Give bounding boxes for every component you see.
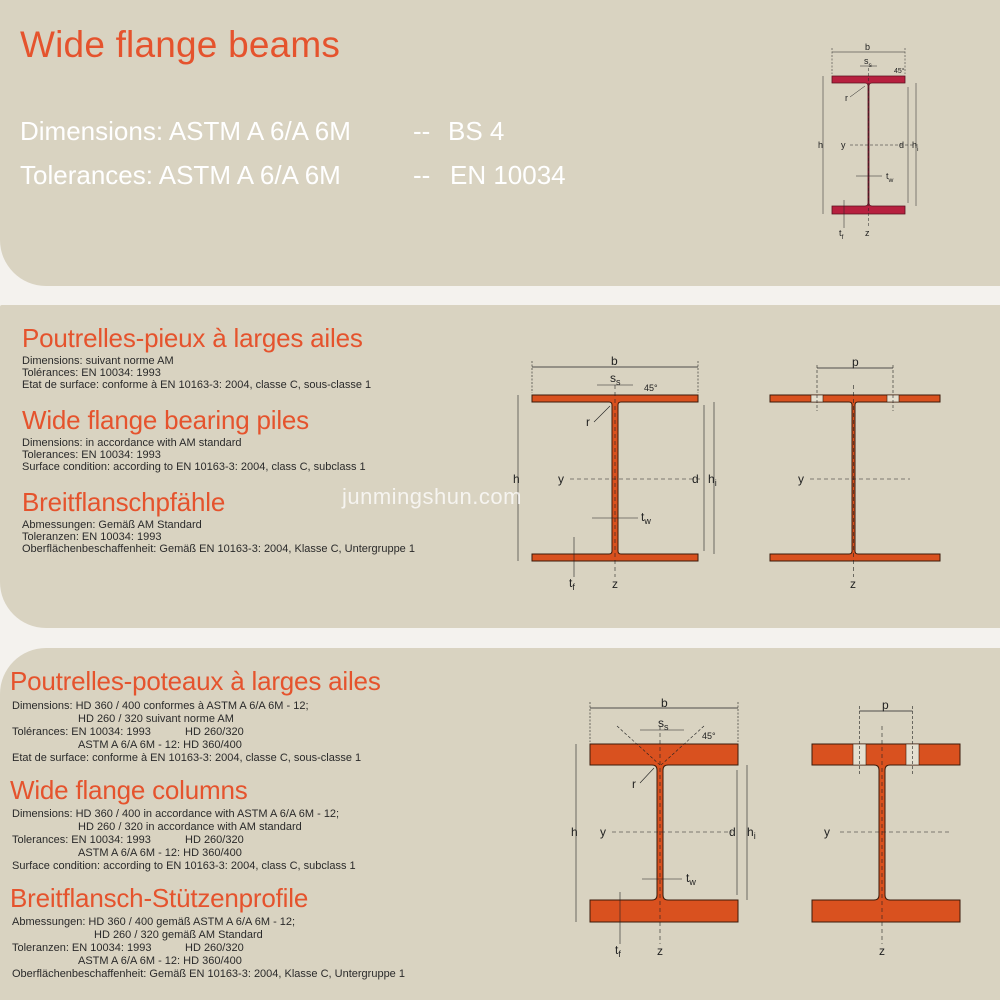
columns-en-line-4: HD 260/320 (185, 834, 244, 846)
columns-fr-line-6: Etat de surface: conforme à EN 10163-3: 2004, classe C, sous-classe 1 (12, 752, 362, 764)
pile-label-hi: $h_i$ (708, 472, 717, 488)
pile-label-h: h (513, 472, 520, 486)
pile-label-z: z (612, 577, 618, 591)
column-label-h: h (571, 825, 578, 839)
dimensions-separator: -- (413, 116, 431, 146)
column-label-d: d (729, 825, 736, 839)
columns-title-en: Wide flange columns (10, 775, 248, 805)
columns-de-line-6: Oberflächenbeschaffenheit: Gemäß EN 10163-3: 2004, Klasse C, Untergruppe 1 (12, 968, 405, 980)
label-b: b (865, 42, 871, 52)
column-label-z: z (657, 944, 663, 958)
columns-en-line-3: Tolerances: EN 10034: 1993 (12, 834, 151, 846)
columns-de-line-2: HD 260 / 320 gemäß AM Standard (94, 929, 263, 941)
pitch-label-p: p (852, 355, 859, 369)
piles-title-de: Breitflanschpfähle (22, 487, 226, 517)
columns-de-line-3: Toleranzen: EN 10034: 1993 (12, 942, 152, 954)
columns-fr-line-4: HD 260/320 (185, 726, 244, 738)
column-label-tf: $t_f$ (615, 943, 621, 959)
column-label-ss: $s_s$ (658, 716, 669, 732)
piles-fr-line-1: Dimensions: suivant norme AM (22, 355, 174, 367)
pile-label-r: r (586, 415, 590, 429)
label-tw: $t_w$ (886, 171, 894, 184)
column-pitch-label-p: p (882, 698, 889, 712)
column-pitch-label-y: y (824, 825, 830, 839)
label-tf: $t_f$ (839, 228, 844, 241)
pitch-label-y: y (798, 472, 804, 486)
pitch-label-z: z (850, 577, 856, 591)
tolerances-label: Tolerances: ASTM A 6/A 6M (20, 160, 341, 190)
column-label-angle: 45° (702, 731, 716, 741)
label-y: y (841, 140, 846, 150)
pile-label-tw: $t_w$ (641, 510, 651, 526)
columns-title-fr: Poutrelles-poteaux à larges ailes (10, 666, 381, 696)
columns-fr-line-3: Tolérances: EN 10034: 1993 (12, 726, 151, 738)
label-r: r (845, 93, 848, 103)
wide-flange-beam-diagram (808, 40, 928, 245)
label-h: h (818, 140, 824, 150)
label-hi: $h_i$ (912, 140, 919, 153)
pile-label-angle: 45° (644, 383, 658, 393)
bearing-pile-pitch-diagram (760, 355, 960, 595)
bearing-piles-panel (0, 305, 1000, 628)
piles-de-line-3: Oberflächenbeschaffenheit: Gemäß EN 10163-3: 2004, Klasse C, Untergruppe 1 (22, 543, 415, 555)
columns-en-line-1: Dimensions: HD 360 / 400 in accordance with ASTM A 6/A 6M - 12; (12, 808, 340, 820)
piles-en-line-3: Surface condition: according to EN 10163-3: 2004, class C, subclass 1 (22, 461, 366, 473)
label-d: d (899, 140, 905, 150)
dimensions-label: Dimensions: ASTM A 6/A 6M (20, 116, 351, 146)
columns-de-line-5: ASTM A 6/A 6M - 12: HD 360/400 (78, 955, 242, 967)
column-label-b: b (661, 696, 668, 710)
pile-label-ss: $s_s$ (610, 371, 621, 387)
dimensions-standard: BS 4 (448, 116, 505, 146)
label-ss: $s_s$ (864, 56, 872, 69)
columns-title-de: Breitflansch-Stützenprofile (10, 883, 309, 913)
piles-en-line-1: Dimensions: in accordance with AM standard (22, 437, 242, 449)
column-label-hi: $h_i$ (747, 825, 756, 841)
tolerances-separator: -- (413, 160, 431, 190)
columns-en-line-6: Surface condition: according to EN 10163-3: 2004, class C, subclass 1 (12, 860, 356, 872)
piles-fr-line-2: Tolérances: EN 10034: 1993 (22, 367, 161, 379)
columns-en-line-2: HD 260 / 320 in accordance with AM standard (78, 821, 302, 833)
piles-title-fr: Poutrelles-pieux à larges ailes (22, 323, 363, 353)
pile-label-b: b (611, 355, 618, 368)
pile-label-tf: $t_f$ (569, 576, 575, 592)
columns-panel (0, 648, 1000, 1000)
columns-de-line-4: HD 260/320 (185, 942, 244, 954)
column-label-tw: $t_w$ (686, 871, 696, 887)
header-panel (0, 0, 1000, 286)
columns-fr-line-5: ASTM A 6/A 6M - 12: HD 360/400 (78, 739, 242, 751)
column-label-r: r (632, 777, 636, 791)
piles-title-en: Wide flange bearing piles (22, 405, 309, 435)
label-z: z (865, 228, 870, 238)
wide-flange-column-diagram (562, 696, 762, 961)
piles-fr-line-3: Etat de surface: conforme à EN 10163-3: 2004, classe C, sous-classe 1 (22, 379, 372, 391)
column-label-y: y (600, 825, 606, 839)
columns-en-line-5: ASTM A 6/A 6M - 12: HD 360/400 (78, 847, 242, 859)
page-title: Wide flange beams (20, 24, 341, 65)
columns-fr-line-2: HD 260 / 320 suivant norme AM (78, 713, 234, 725)
columns-fr-line-1: Dimensions: HD 360 / 400 conformes à ASTM A 6/A 6M - 12; (12, 700, 309, 712)
piles-en-line-2: Tolerances: EN 10034: 1993 (22, 449, 161, 461)
columns-de-line-1: Abmessungen: HD 360 / 400 gemäß ASTM A 6/A 6M - 12; (12, 916, 296, 928)
tolerances-standard: EN 10034 (450, 160, 566, 190)
bearing-pile-diagram (500, 355, 720, 595)
watermark-text: junmingshun.com (342, 484, 522, 509)
column-pitch-label-z: z (879, 944, 885, 958)
wide-flange-column-pitch-diagram (800, 696, 1000, 961)
pile-label-y: y (558, 472, 564, 486)
piles-de-line-2: Toleranzen: EN 10034: 1993 (22, 531, 162, 543)
pile-label-d: d (692, 472, 699, 486)
label-angle: 45° (894, 68, 905, 75)
piles-de-line-1: Abmessungen: Gemäß AM Standard (22, 519, 202, 531)
